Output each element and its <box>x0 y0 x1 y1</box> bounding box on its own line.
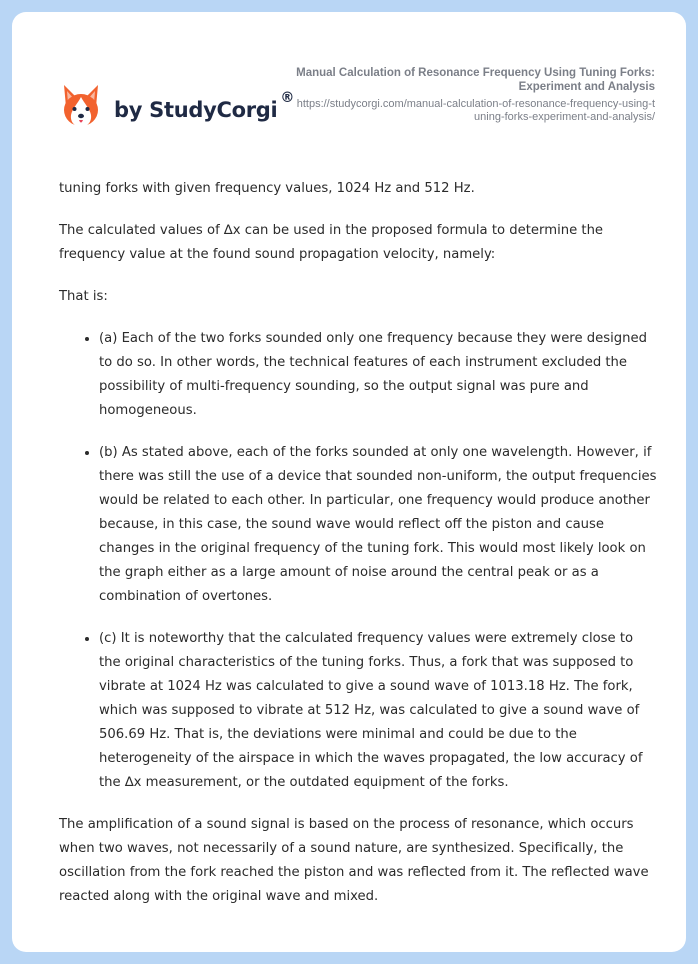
paragraph: The amplification of a sound signal is based on the process of resonance, which occurs when two waves, not necessarily of a sound nature, are synthesized. Specifically, the oscillation from the fork reached the piston and was reflected from it. The reflected wave reacted along with the original wave and mixed. <box>59 817 649 904</box>
registered-mark: ® <box>280 90 295 106</box>
document-body <box>59 177 657 927</box>
list-item: • (b) As stated above, each of the forks sounded at only one wavelength. However, if there was still the use of a device that sounded non-uniform, the output frequencies would be related to each other. In particular, one frequency would produce another because, in this case, the sound wave would reflect off the piston and cause changes in the original frequency of the tuning fork. This would most likely look on the graph either as a large amount of noise around the central peak or as a combination of overtones. <box>99 441 657 609</box>
paragraph: The calculated values of ∆x can be used in the proposed formula to determine the frequency value at the found sound propagation velocity, namely: <box>59 223 604 262</box>
paragraph: tuning forks with given frequency values, 1024 Hz and 512 Hz. <box>59 181 475 196</box>
document-page <box>12 12 686 952</box>
bullet-list <box>59 327 657 795</box>
studycorgi-logo[interactable] <box>60 76 294 136</box>
document-url[interactable]: https://studycorgi.com/manual-calculation-of-resonance-frequency-using-tuning-forks-experiment-and-analysis/ <box>296 98 655 123</box>
paragraph: That is: <box>59 289 108 304</box>
brand-name: by StudyCorgi ® <box>114 90 295 122</box>
list-item: • (a) Each of the two forks sounded only one frequency because they were designed to do so. In other words, the technical features of each instrument excluded the possibility of multi-frequency sounding, so the output signal was pure and homogeneous. <box>99 327 657 423</box>
list-item: • (c) It is noteworthy that the calculated frequency values were extremely close to the original characteristics of the tuning forks. Thus, a fork that was supposed to vibrate at 1024 Hz was calculated to give a sound wave of 1013.18 Hz. The fork, which was supposed to vibrate at 512 Hz, was calculated to give a sound wave of 506.69 Hz. That is, the deviations were minimal and could be due to the heterogeneity of the airspace in which the waves propagated, the low accuracy of the ∆x measurement, or the outdated equipment of the forks. <box>99 627 657 795</box>
document-title: Manual Calculation of Resonance Frequency Using Tuning Forks: Experiment and Analysis <box>296 67 655 93</box>
corgi-icon <box>60 83 102 129</box>
document-meta <box>295 66 655 124</box>
